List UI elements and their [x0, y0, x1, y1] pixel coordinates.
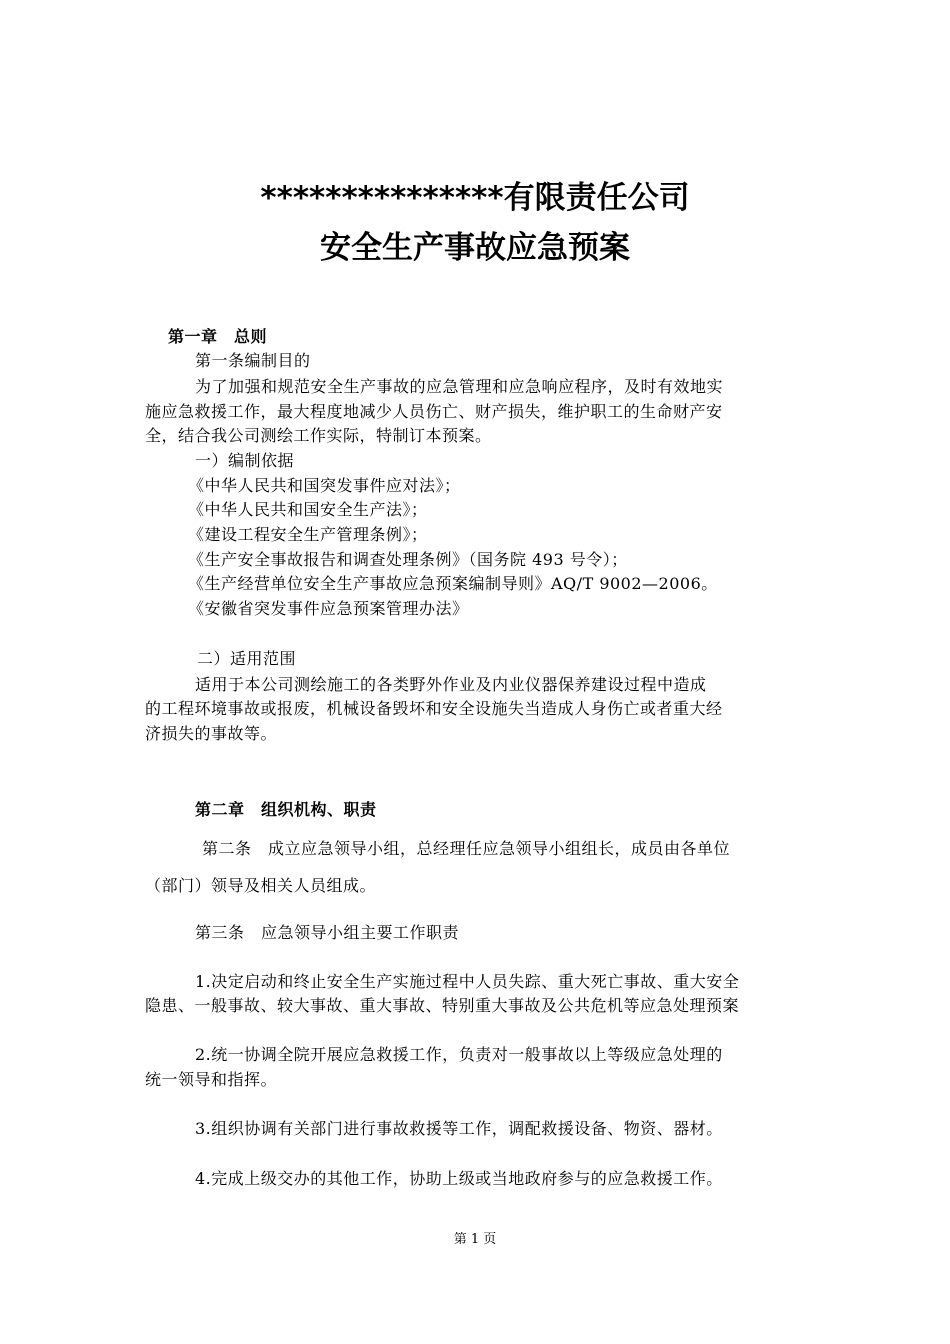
basis-item: 《建设工程安全生产管理条例》；	[188, 525, 428, 544]
duty-item: 3.组织协调有关部门进行事故救援等工作，调配救援设备、物资、器材。	[195, 1119, 723, 1138]
basis-item: 《安徽省突发事件应急预案管理办法》	[188, 599, 469, 618]
company-title: ***************有限责任公司	[260, 180, 690, 216]
basis-title: 一）编制依据	[195, 451, 295, 470]
duty-item: 统一领导和指挥。	[145, 1070, 278, 1089]
basis-item: 《生产安全事故报告和调查处理条例》（国务院 493 号令）；	[188, 550, 628, 569]
page-number: 第 1 页	[453, 1232, 497, 1247]
duty-item: 隐患、一般事故、较大事故、重大事故、特别重大事故及公共危机等应急处理预案	[145, 996, 740, 1015]
article3-title: 第三条 应急领导小组主要工作职责	[195, 923, 460, 942]
chapter2-heading: 第二章 组织机构、职责	[195, 800, 377, 819]
purpose-line: 施应急救援工作，最大程度地减少人员伤亡、财产损失，维护职工的生命财产安	[145, 402, 723, 421]
basis-item: 《生产经营单位安全生产事故应急预案编制导则》AQ/T 9002—2006。	[188, 574, 718, 593]
scope-line: 济损失的事故等。	[145, 724, 278, 743]
article2-line: 第二条 成立应急领导小组，总经理任应急领导小组组长，成员由各单位	[202, 839, 731, 858]
basis-item: 《中华人民共和国安全生产法》；	[188, 500, 428, 519]
basis-item: 《中华人民共和国突发事件应对法》；	[188, 476, 461, 495]
chapter1-heading: 第一章 总则	[168, 327, 268, 346]
scope-line: 的工程环境事故或报废，机械设备毁坏和安全设施失当造成人身伤亡或者重大经	[145, 699, 723, 718]
duty-item: 4.完成上级交办的其他工作，协助上级或当地政府参与的应急救援工作。	[195, 1169, 723, 1188]
scope-line: 适用于本公司测绘施工的各类野外作业及内业仪器保养建设过程中造成	[195, 675, 707, 694]
plan-title: 安全生产事故应急预案	[320, 230, 630, 266]
article2-line: （部门）领导及相关人员组成。	[145, 876, 377, 895]
duty-item: 2.统一协调全院开展应急救援工作，负责对一般事故以上等级应急处理的	[195, 1045, 723, 1064]
duty-item: 1.决定启动和终止安全生产实施过程中人员失踪、重大死亡事故、重大安全	[195, 972, 740, 991]
purpose-line: 全，结合我公司测绘工作实际，特制订本预案。	[145, 426, 492, 445]
purpose-line: 为了加强和规范安全生产事故的应急管理和应急响应程序，及时有效地实	[195, 377, 724, 396]
scope-title: 二）适用范围	[197, 649, 297, 668]
article1-title: 第一条编制目的	[195, 351, 311, 370]
